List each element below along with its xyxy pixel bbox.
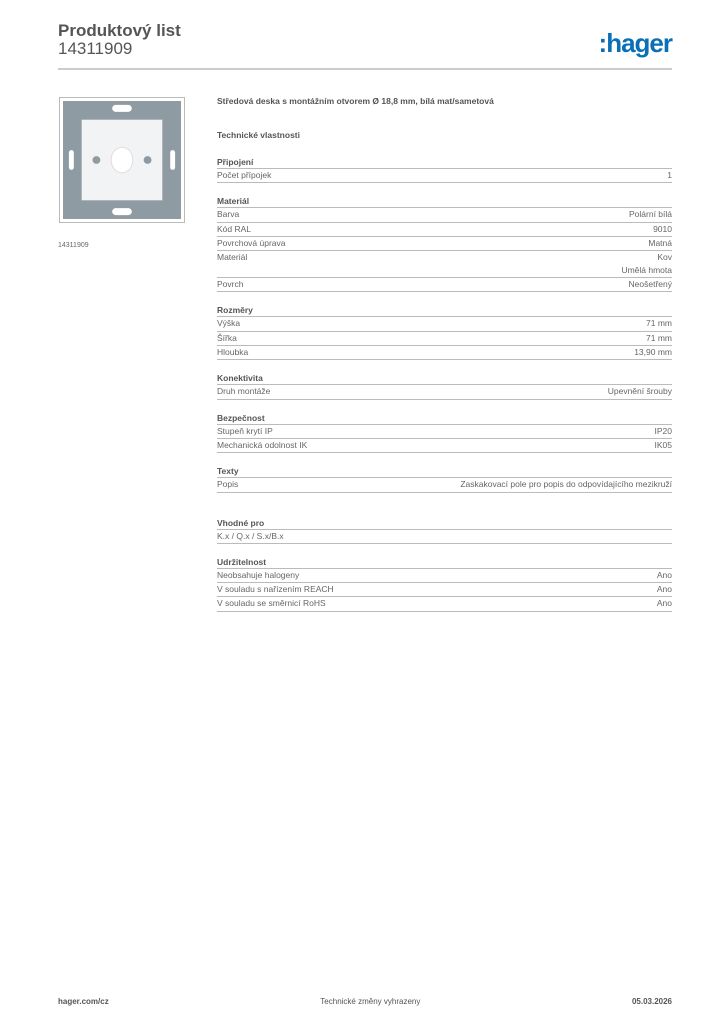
spec-section <box>217 556 672 612</box>
spec-value: 9010 <box>653 223 672 234</box>
section-title: Vhodné pro <box>217 517 672 530</box>
spec-value: 13,90 mm <box>634 347 672 358</box>
footer <box>58 997 672 1006</box>
section-title: Texty <box>217 465 672 478</box>
image-caption: 14311909 <box>58 242 89 249</box>
spec-value: Ano <box>656 584 672 595</box>
spec-row <box>217 583 672 597</box>
spec-row <box>217 346 672 360</box>
spec-row <box>217 208 672 222</box>
spec-section <box>217 465 672 492</box>
spec-section <box>217 156 672 183</box>
spec-value: IK05 <box>654 439 672 450</box>
spec-row <box>217 569 672 583</box>
section-title: Udržitelnost <box>217 556 672 569</box>
spec-value: Ano <box>656 598 672 609</box>
spec-value: Neošetřený <box>628 279 672 290</box>
spec-section <box>217 304 672 360</box>
section-title: Materiál <box>217 195 672 208</box>
tech-heading: Technické vlastnosti <box>217 130 300 140</box>
spec-row <box>217 439 672 453</box>
spec-row <box>217 530 672 544</box>
spec-row <box>217 169 672 183</box>
footer-date: 05.03.2026 <box>631 997 672 1006</box>
spec-label: Hloubka <box>217 347 249 358</box>
spec-row <box>217 597 672 611</box>
spec-label: Kód RAL <box>217 223 252 234</box>
spec-value: Zaskakovací pole pro popis do odpovídajícího mezikruží <box>460 479 672 490</box>
section-title: Konektivita <box>217 372 672 385</box>
spec-label: Materiál <box>217 252 248 263</box>
hager-logo: :hager <box>598 28 672 58</box>
spec-value: Ano <box>656 569 672 580</box>
spec-value: Kov Umělá hmota <box>621 252 672 276</box>
spec-section <box>217 195 672 292</box>
spec-section <box>217 372 672 399</box>
spec-value: Upevnění šrouby <box>607 386 672 397</box>
spec-row <box>217 478 672 492</box>
header-divider <box>58 68 672 70</box>
spec-label: V souladu s nařízením REACH <box>217 584 334 595</box>
spec-content <box>217 96 672 612</box>
section-title: Bezpečnost <box>217 412 672 425</box>
spec-label: V souladu se směrnicí RoHS <box>217 598 326 609</box>
spec-row <box>217 385 672 399</box>
spec-label: Výška <box>217 318 241 329</box>
section-title: Rozměry <box>217 304 672 317</box>
spec-row <box>217 278 672 292</box>
spec-row <box>217 223 672 237</box>
spec-value: 71 mm <box>646 318 672 329</box>
footer-website[interactable]: hager.com/cz <box>58 997 109 1006</box>
spec-label: K.x / Q.x / S.x/B.x <box>217 530 284 541</box>
spec-value: IP20 <box>654 425 672 436</box>
page-title: Produktový list <box>58 21 181 40</box>
spec-label: Neobsahuje halogeny <box>217 569 300 580</box>
spec-row <box>217 251 672 278</box>
spec-label: Povrch <box>217 279 244 290</box>
spec-row <box>217 317 672 331</box>
product-image <box>59 97 185 223</box>
product-number: 14311909 <box>58 39 133 58</box>
section-title: Připojení <box>217 156 672 169</box>
spec-section <box>217 517 672 544</box>
spec-label: Barva <box>217 209 240 220</box>
spec-label: Mechanická odolnost IK <box>217 439 308 450</box>
spec-value: Matná <box>648 237 672 248</box>
spec-value: 1 <box>667 170 672 180</box>
footer-note: Technické změny vyhrazeny <box>320 997 421 1006</box>
spec-label: Popis <box>217 479 239 490</box>
spec-row <box>217 237 672 251</box>
spec-label: Počet přípojek <box>217 170 272 180</box>
spec-row <box>217 425 672 439</box>
spec-label: Šířka <box>217 332 237 343</box>
spec-value: Polární bílá <box>629 209 672 220</box>
spec-label: Stupeň krytí IP <box>217 425 273 436</box>
spec-section <box>217 412 672 454</box>
product-description: Středová deska s montážním otvorem Ø 18,8 mm, bílá mat/sametová <box>217 96 494 106</box>
spec-label: Povrchová úprava <box>217 237 286 248</box>
spec-label: Druh montáže <box>217 386 271 397</box>
spec-value: 71 mm <box>646 332 672 343</box>
spec-row <box>217 332 672 346</box>
